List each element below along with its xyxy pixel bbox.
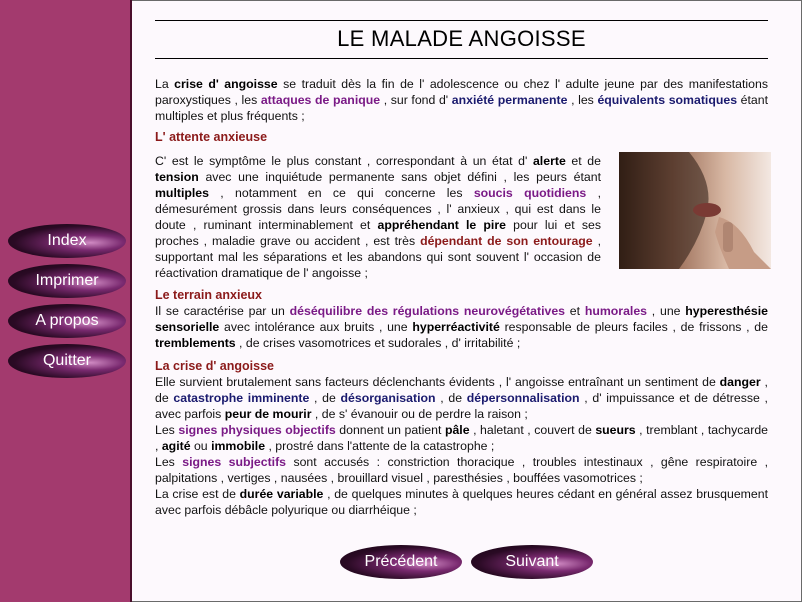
terrain-paragraph: Il se caractérise par un déséquilibre des régulations neurovégétatives et humorales , une hyperesthésie sensorielle avec intolérance aux bruits , une hyperréactivité responsable de pleurs faciles , de frissons , de tremblements , de crises vasomotrices et sudorales , d' irritabilité ; [155, 304, 768, 350]
intro-paragraph: La crise d' angoisse se traduit dès la fin de l' adolescence ou chez l' adulte jeune par des manifestations paroxystiques , les attaques de panique , sur fond d' anxiété permanente , les équivalents somatiques étant multiples et plus fréquents ; [155, 77, 769, 123]
section-heading-attente: L' attente anxieuse [155, 130, 268, 144]
face-photo [619, 152, 771, 269]
print-button[interactable]: Imprimer [8, 264, 126, 298]
sidebar [0, 0, 132, 602]
title-rule-bottom [155, 58, 768, 59]
next-button[interactable]: Suivant [471, 545, 593, 579]
about-button[interactable]: A propos [8, 304, 126, 338]
title-rule-top [155, 20, 768, 21]
index-button[interactable]: Index [8, 224, 126, 258]
section-heading-crise: La crise d' angoisse [155, 359, 274, 373]
quit-button[interactable]: Quitter [8, 344, 126, 378]
section-heading-terrain: Le terrain anxieux [155, 288, 262, 302]
page-title: LE MALADE ANGOISSE [337, 26, 586, 51]
crise-paragraph: Elle survient brutalement sans facteurs déclenchants évidents , l' angoisse entraînant un sentiment de danger , de catastrophe imminente , de désorganisation , de dépersonnalisation , d' impuissance et de détresse , avec parfois peur de mourir , de s' évanouir ou de perdre la raison ; Les signes physiques objectifs donnent un patient pâle , haletant , couvert de sueurs , tremblant , tachycarde , agité ou immobile , prostré dans l'attente de la catastrophe ; Les signes subjectifs sont accusés : constriction thoracique , troubles intestinaux , gêne respiratoire , palpitations , vertiges , nausées , brouillard visuel , paresthésies , bouffées vasomotrices ; La crise est de durée variable , de quelques minutes à quelques heures cédant en général assez brusquement avec parfois débâcle polyurique ou diarrhéique ; [155, 375, 769, 517]
attente-paragraph: C' est le symptôme le plus constant , correspondant à un état d' alerte et de tension avec une inquiétude permanente sans objet défini , les peurs étant multiples , notamment en ce qui concerne les soucis quotidiens , démesurément grossis dans leurs conséquences , l' anxieux , qui est dans le doute , ruminant interminablement et appréhendant le pire pour lui et ses proches , maladie grave ou accident , est très dépendant de son entourage , supportant mal les séparations et les abandons qui sont souvent l' occasion de réactivation dramatique de l' angoisse ; [155, 154, 601, 280]
previous-button[interactable]: Précédent [340, 545, 462, 579]
